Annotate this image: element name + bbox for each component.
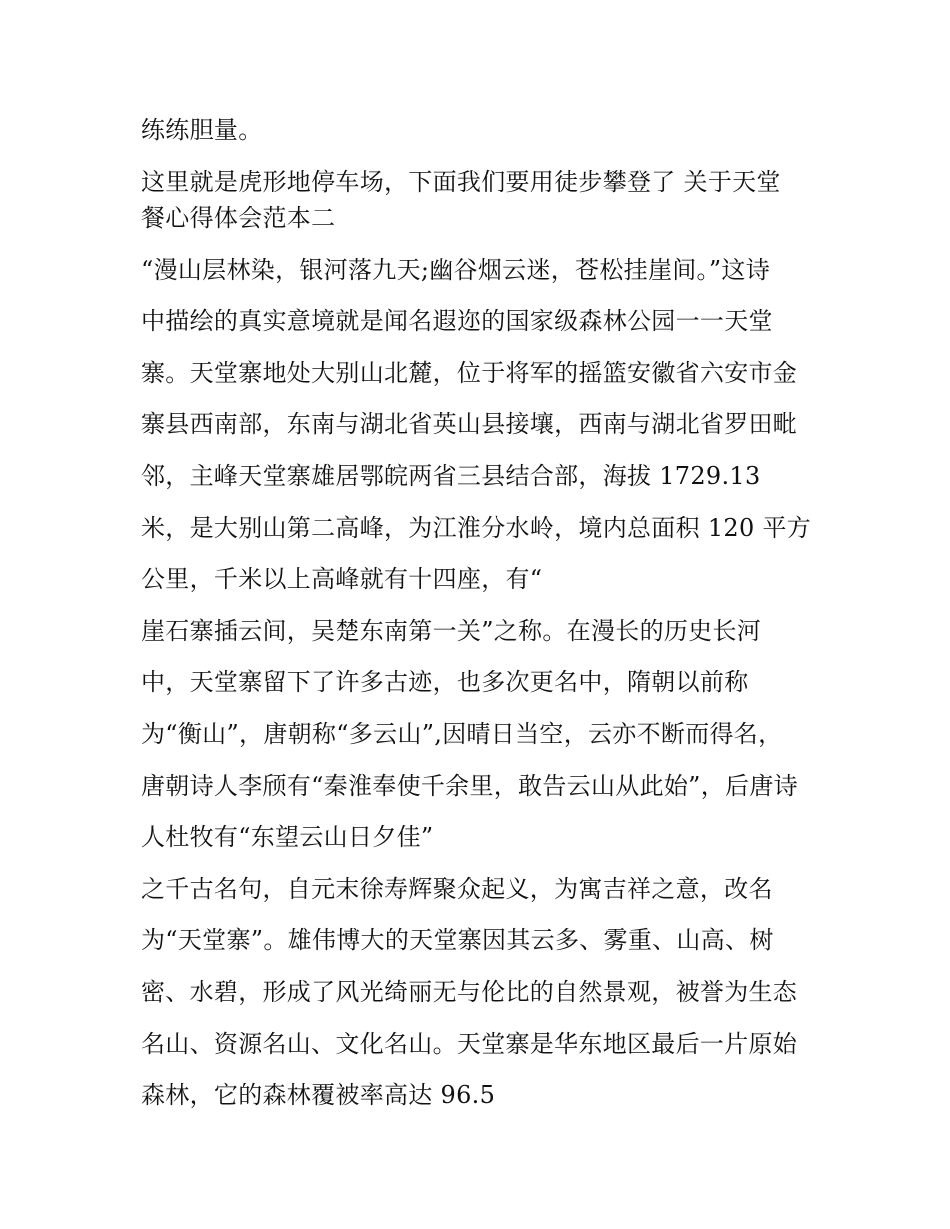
text-line: 为“衡山”，唐朝称“多云山”,因晴日当空，云亦不断而得名，: [141, 720, 783, 749]
text-line: 崖石寨插云间，吴楚东南第一关”之称。在漫长的历史长河: [141, 616, 762, 645]
text-line: 公里，千米以上高峰就有十四座，有“: [141, 565, 543, 594]
text-line: 这里就是虎形地停车场，下面我们要用徒步攀登了 关于天堂: [141, 167, 781, 196]
text-line: 邻，主峰天堂寨雄居鄂皖两省三县结合部，海拔 1729.13: [141, 462, 761, 491]
text-line: 密、水碧，形成了风光绮丽无与伦比的自然景观，被誉为生态: [141, 978, 798, 1006]
text-line: 寨。天堂寨地处大别山北麓，位于将军的摇篮安徽省六安市金: [141, 358, 798, 387]
text-line: 餐心得体会范本二: [141, 204, 336, 233]
text-line: 中，天堂寨留下了许多古迹，也多次更名中，隋朝以前称: [141, 668, 749, 697]
text-line: 为“天堂寨”。雄伟博大的天堂寨因其云多、雾重、山高、树: [141, 926, 774, 955]
text-line: 寨县西南部，东南与湖北省英山县接壤，西南与湖北省罗田毗: [141, 410, 798, 439]
text-line: 森林，它的森林覆被率高达 96.5: [141, 1081, 496, 1110]
text-line: 唐朝诗人李颀有“秦淮奉使千余里，敢告云山从此始”，后唐诗: [141, 771, 798, 800]
text-line: 名山、资源名山、文化名山。天堂寨是华东地区最后一片原始: [141, 1029, 798, 1058]
text-line: 之千古名句，自元末徐寿辉聚众起义，为寓吉祥之意，改名: [141, 874, 773, 903]
text-line: 米，是大别山第二高峰，为江淮分水岭，境内总面积 120 平方: [141, 513, 812, 542]
text-line: 中描绘的真实意境就是闻名遐迩的国家级森林公园一一天堂: [141, 307, 773, 336]
body-text: [141, 108, 841, 1125]
text-line: 练练胆量。: [141, 116, 263, 144]
text-line: “漫山层林染，银河落九天;幽谷烟云迷，苍松挂崖间。”这诗: [141, 255, 771, 284]
text-line: 人杜牧有“东望云山日夕佳”: [141, 823, 434, 852]
